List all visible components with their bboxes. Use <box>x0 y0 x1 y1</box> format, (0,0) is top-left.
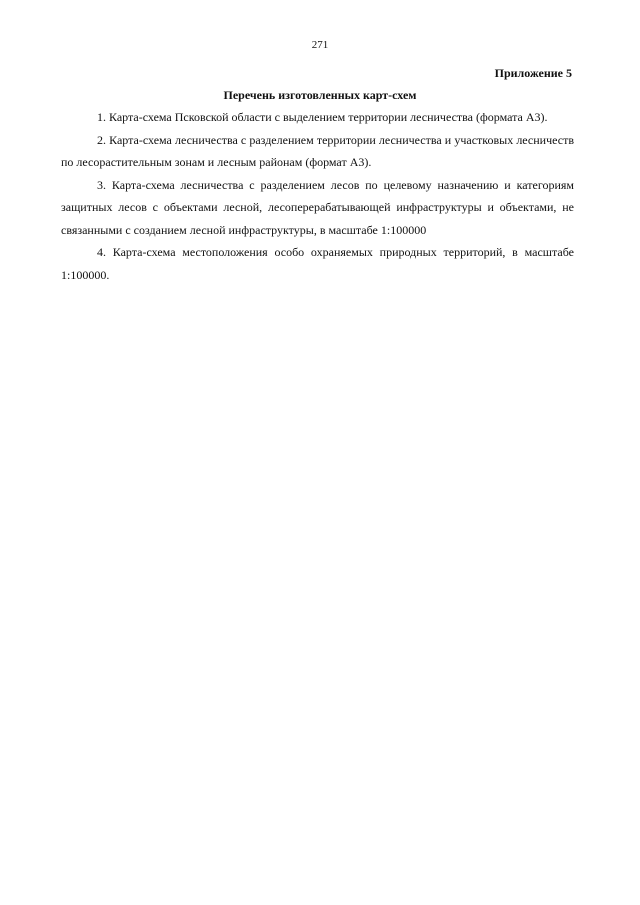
list-item: 2. Карта-схема лесничества с разделением территории лесничества и участковых лесничеств по лесорастительным зонам и лесным районам (формат А3). <box>61 132 574 169</box>
page-number: 271 <box>311 39 329 51</box>
list-item: 3. Карта-схема лесничества с разделением лесов по целевому назначению и категориям защитных лесов с объектами лесной, лесоперерабатывающей инфраструктуры и объектами, не связанными с созданием лесной инфраструктуры, в масштабе 1:100000 <box>61 177 574 237</box>
map-list <box>61 106 574 286</box>
list-item: 1. Карта-схема Псковской области с выделением территории лесничества (формата А3). <box>97 110 548 124</box>
list-item: 4. Карта-схема местоположения особо охраняемых природных территорий, в масштабе 1:100000. <box>61 245 574 282</box>
document-title: Перечень изготовленных карт-схем <box>223 88 417 102</box>
appendix-label: Приложение 5 <box>494 66 572 80</box>
